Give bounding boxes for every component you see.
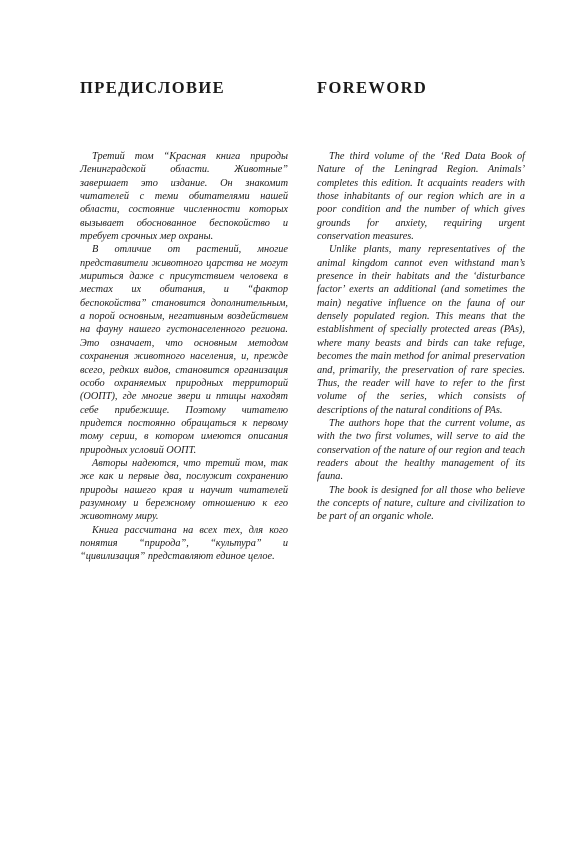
russian-heading: ПРЕДИСЛОВИЕ <box>80 78 225 97</box>
english-paragraph: The authors hope that the current volume, as with the two first volumes, will serve to aid the conservation of the nature of our region and teach readers about the healthy management of its fauna. <box>317 417 525 483</box>
russian-paragraph: Третий том “Красная книга природы Ленинградской области. Животные” завершает это издание. Он знакомит читателей с теми обитателями нашей области, состояние численности которых вызывает обоснованное беспокойство и требует срочных мер охраны. <box>80 151 288 243</box>
english-paragraph: Unlike plants, many representatives of the animal kingdom cannot even withstand man’s presence in their habitats and the ‘disturbance factor’ exerts an additional (and sometimes the main) negative influence on the fauna of our densely populated region. This means that the establishment of specially protected areas (PAs), where many beasts and birds can take refuge, becomes the main method for animal preservation and, primarily, the preservation of rare species. Thus, the reader will have to refer to the first volume of the series, which consists of descriptions of the natural conditions of PAs. <box>317 244 525 416</box>
russian-paragraph: Книга рассчитана на всех тех, для кого понятия “природа”, “культура” и “цивилизация” представляют единое целое. <box>80 524 288 563</box>
russian-paragraph: Авторы надеются, что третий том, так же как и первые два, послужит сохранению природы нашего края и научит читателей разумному и бережному отношению к его животному миру. <box>80 457 288 523</box>
english-column <box>317 150 525 524</box>
russian-paragraph: В отличие от растений, многие представители животного царства не могут мириться даже с присутствием человека в местах их обитания, и “фактор беспокойства” становится дополнительным, а порой основным, негативным воздействием на фауну нашего густонаселенного региона. Это означает, что основным методом сохранения животного населения, и, прежде всего, редких видов, становится организация особо охраняемых природных территорий (ООПТ), где многие звери и птицы находят себе прибежище. Поэтому читателю придется постоянно обращаться к первому тому серии, в котором имеются описания природных условий ООПТ. <box>80 244 288 456</box>
russian-column <box>80 150 288 564</box>
english-paragraph: The third volume of the ‘Red Data Book of Nature of the Leningrad Region. Animals’ completes this edition. It acquaints readers with those inhabitants of our region which are in a poor condition and the number of which gives grounds for anxiety, requiring urgent conservation measures. <box>317 151 525 243</box>
english-heading: FOREWORD <box>317 78 428 97</box>
english-paragraph: The book is designed for all those who believe the concepts of nature, culture and civilization to be part of an organic whole. <box>317 484 525 523</box>
